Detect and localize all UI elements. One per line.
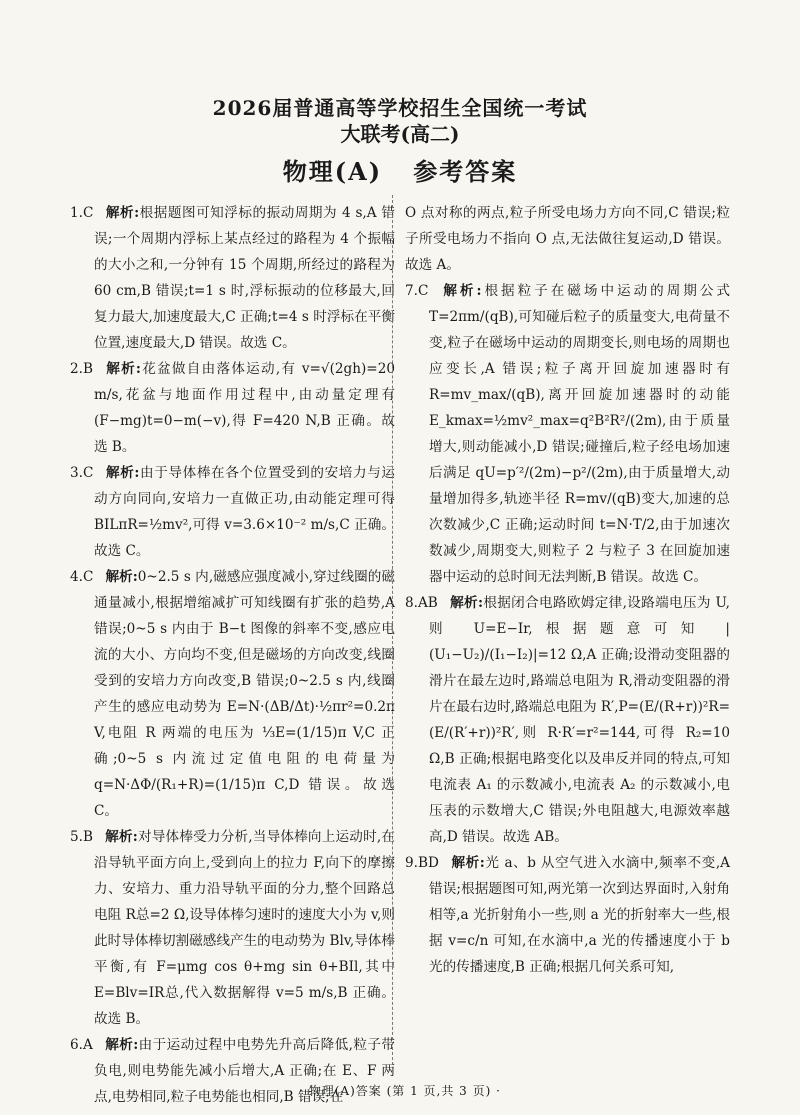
- answer-key-title: 物理(A) 参考答案: [282, 157, 518, 186]
- item-answer: C: [82, 465, 94, 481]
- item-text: 花盆做自由落体运动,有 v=√(2gh)=20 m/s,花盆与地面作用过程中,由动量定理有(F−mg)t=0−m(−v),得 F=420 N,B 正确。故选 B。: [94, 361, 395, 455]
- item-answer: C: [417, 283, 429, 299]
- explanation-label: 解析:: [104, 1037, 139, 1053]
- answer-item-2: [70, 356, 395, 460]
- item-number: 8.: [405, 595, 418, 611]
- item-number: 4.: [70, 569, 83, 585]
- item-text: 根据闭合电路欧姆定律,设路端电压为 U,则 U=E−Ir,根据题意可知 |(U₁−U₂)/(I₁−I₂)|=12 Ω,A 正确;设滑动变阻器的滑片在最左边时,路端总电阻为 R,滑动变阻器的滑片在最右边时,路端总电阻为 R′,P=(E/(R+r))²R=(E/(R′+r))²R′,则 R·R′=r²=144,可得 R₂=10 Ω,B 正确;根据电路变化以及串反并同的特点,可知电流表 A₁ 的示数减小,电流表 A₂ 的示数减小,电压表的示数增大,C 错误;外电阻越大,电源效率越高,D 错误。故选 AB。: [429, 595, 730, 845]
- explanation-label: 解析:: [440, 283, 482, 299]
- explanation-label: 解析:: [105, 205, 140, 221]
- answer-item-1: [70, 200, 395, 356]
- right-column: [405, 200, 730, 980]
- exam-title: 2026届普通高等学校招生全国统一考试: [212, 96, 588, 120]
- left-column: [70, 200, 395, 1110]
- answer-item-3: [70, 460, 395, 564]
- answer-item-7: [405, 278, 730, 590]
- answer-item-6-continued: O 点对称的两点,粒子所受电场力方向不同,C 错误;粒子所受电场力不指向 O 点,无法做往复运动,D 错误。故选 A。: [405, 205, 730, 273]
- item-number: 1.: [70, 205, 83, 221]
- column-divider: [392, 195, 393, 1065]
- item-text: 由于导体棒在各个位置受到的安培力与运动方向同向,安培力一直做正功,由动能定理可得 BILπR=½mv²,可得 v=3.6×10⁻² m/s,C 正确。故选 C。: [94, 465, 395, 559]
- item-text: 对导体棒受力分析,当导体棒向上运动时,在沿导轨平面方向上,受到向上的拉力 F,向下的摩擦力、安培力、重力沿导轨平面的分力,整个回路总电阻 R总=2 Ω,设导体棒匀速时的速度大小为 v,则此时导体棒切割磁感线产生的电动势为 Blv,导体棒平衡,有 F=μmg cos θ+mg sin θ+BIl,其中 E=Blv=IR总,代入数据解得 v=5 m/s,B 正确。故选 B。: [94, 829, 395, 1027]
- answer-item-4: [70, 564, 395, 824]
- item-text: 0~2.5 s 内,磁感应强度减小,穿过线圈的磁通量减小,根据增缩减扩可知线圈有扩张的趋势,A 错误;0~5 s 内由于 B−t 图像的斜率不变,感应电流的大小、方向均不变,但是磁场的方向改变,线圈受到的安培力方向改变,B 错误;0~2.5 s 内,线圈产生的感应电动势为 E=N·(ΔB/Δt)·½πr²=0.2π V,电阻 R 两端的电压为 ⅓E=(1/15)π V,C 正确;0~5 s 内流过定值电阻的电荷量为 q=N·ΔΦ/(R₁+R)=(1/15)π C,D 错误。故选 C。: [94, 569, 395, 819]
- item-answer: AB: [417, 595, 438, 611]
- item-answer: C: [82, 205, 94, 221]
- explanation-label: 解析:: [105, 569, 138, 585]
- item-text: 根据粒子在磁场中运动的周期公式 T=2πm/(qB),可知碰后粒子的质量变大,电荷量不变,粒子在磁场中运动的周期变长,则电场的周期也应变长,A 错误;粒子离开回旋加速器时有 R=mv_max/(qB),离开回旋加速器时的动能 E_kmax=½mv²_max=q²B²R²/(2m),由于质量增大,则动能减小,D 错误;碰撞后,粒子经电场加速后满足 qU=p′²/(2m)−p²/(2m),由于质量增大,动量增加得多,轨迹半径 R=mv/(qB)变大,加速的总次数减少,C 正确;运动时间 t=N·T/2,由于加速次数减少,周期变大,则粒子 2 与粒子 3 在回旋加速器中运动的总时间无法判断,B 错误。故选 C。: [429, 283, 730, 585]
- explanation-label: 解析:: [104, 829, 138, 845]
- answer-item-8: [405, 590, 730, 850]
- explanation-label: 解析:: [449, 595, 483, 611]
- exam-subtitle: 大联考(高二): [340, 122, 460, 146]
- item-number: 7.: [405, 283, 418, 299]
- item-text: 根据题图可知浮标的振动周期为 4 s,A 错误;一个周期内浮标上某点经过的路程为 4 个振幅的大小之和,一分钟有 15 个周期,所经过的路程为 60 cm,B 错误;t=1 s 时,浮标振动的位移最大,回复力最大,加速度最大,C 正确;t=4 s 时浮标在平衡位置,速度最大,D 错误。故选 C。: [94, 205, 395, 351]
- answer-item-9: [405, 850, 730, 980]
- item-answer: BD: [417, 855, 439, 871]
- page-footer: · 物理(A)答案 (第 1 页,共 3 页) ·: [299, 1084, 501, 1098]
- item-answer: A: [82, 1037, 93, 1053]
- item-answer: C: [82, 569, 94, 585]
- item-number: 3.: [70, 465, 83, 481]
- item-answer: B: [82, 829, 93, 845]
- answer-item-5: [70, 824, 395, 1032]
- item-text: 光 a、b 从空气进入水滴中,频率不变,A 错误;根据题图可知,两光第一次到达界面时,入射角相等,a 光折射角小一些,则 a 光的折射率大一些,根据 v=c/n 可知,在水滴中,a 光的传播速度小于 b 光的传播速度,B 正确;根据几何关系可知,: [429, 855, 730, 975]
- explanation-label: 解析:: [105, 465, 140, 481]
- item-answer: B: [82, 361, 93, 377]
- item-number: 6.: [70, 1037, 83, 1053]
- explanation-label: 解析:: [450, 855, 485, 871]
- item-number: 9.: [405, 855, 418, 871]
- item-text: 由于运动过程中电势先升高后降低,粒子带负电,则电势能先减小后增大,A 正确;在 E、F 两点,电势相同,粒子电势能也相同,B 错误;在: [94, 1037, 395, 1105]
- item-number: 5.: [70, 829, 83, 845]
- item-number: 2.: [70, 361, 83, 377]
- explanation-label: 解析:: [104, 361, 141, 377]
